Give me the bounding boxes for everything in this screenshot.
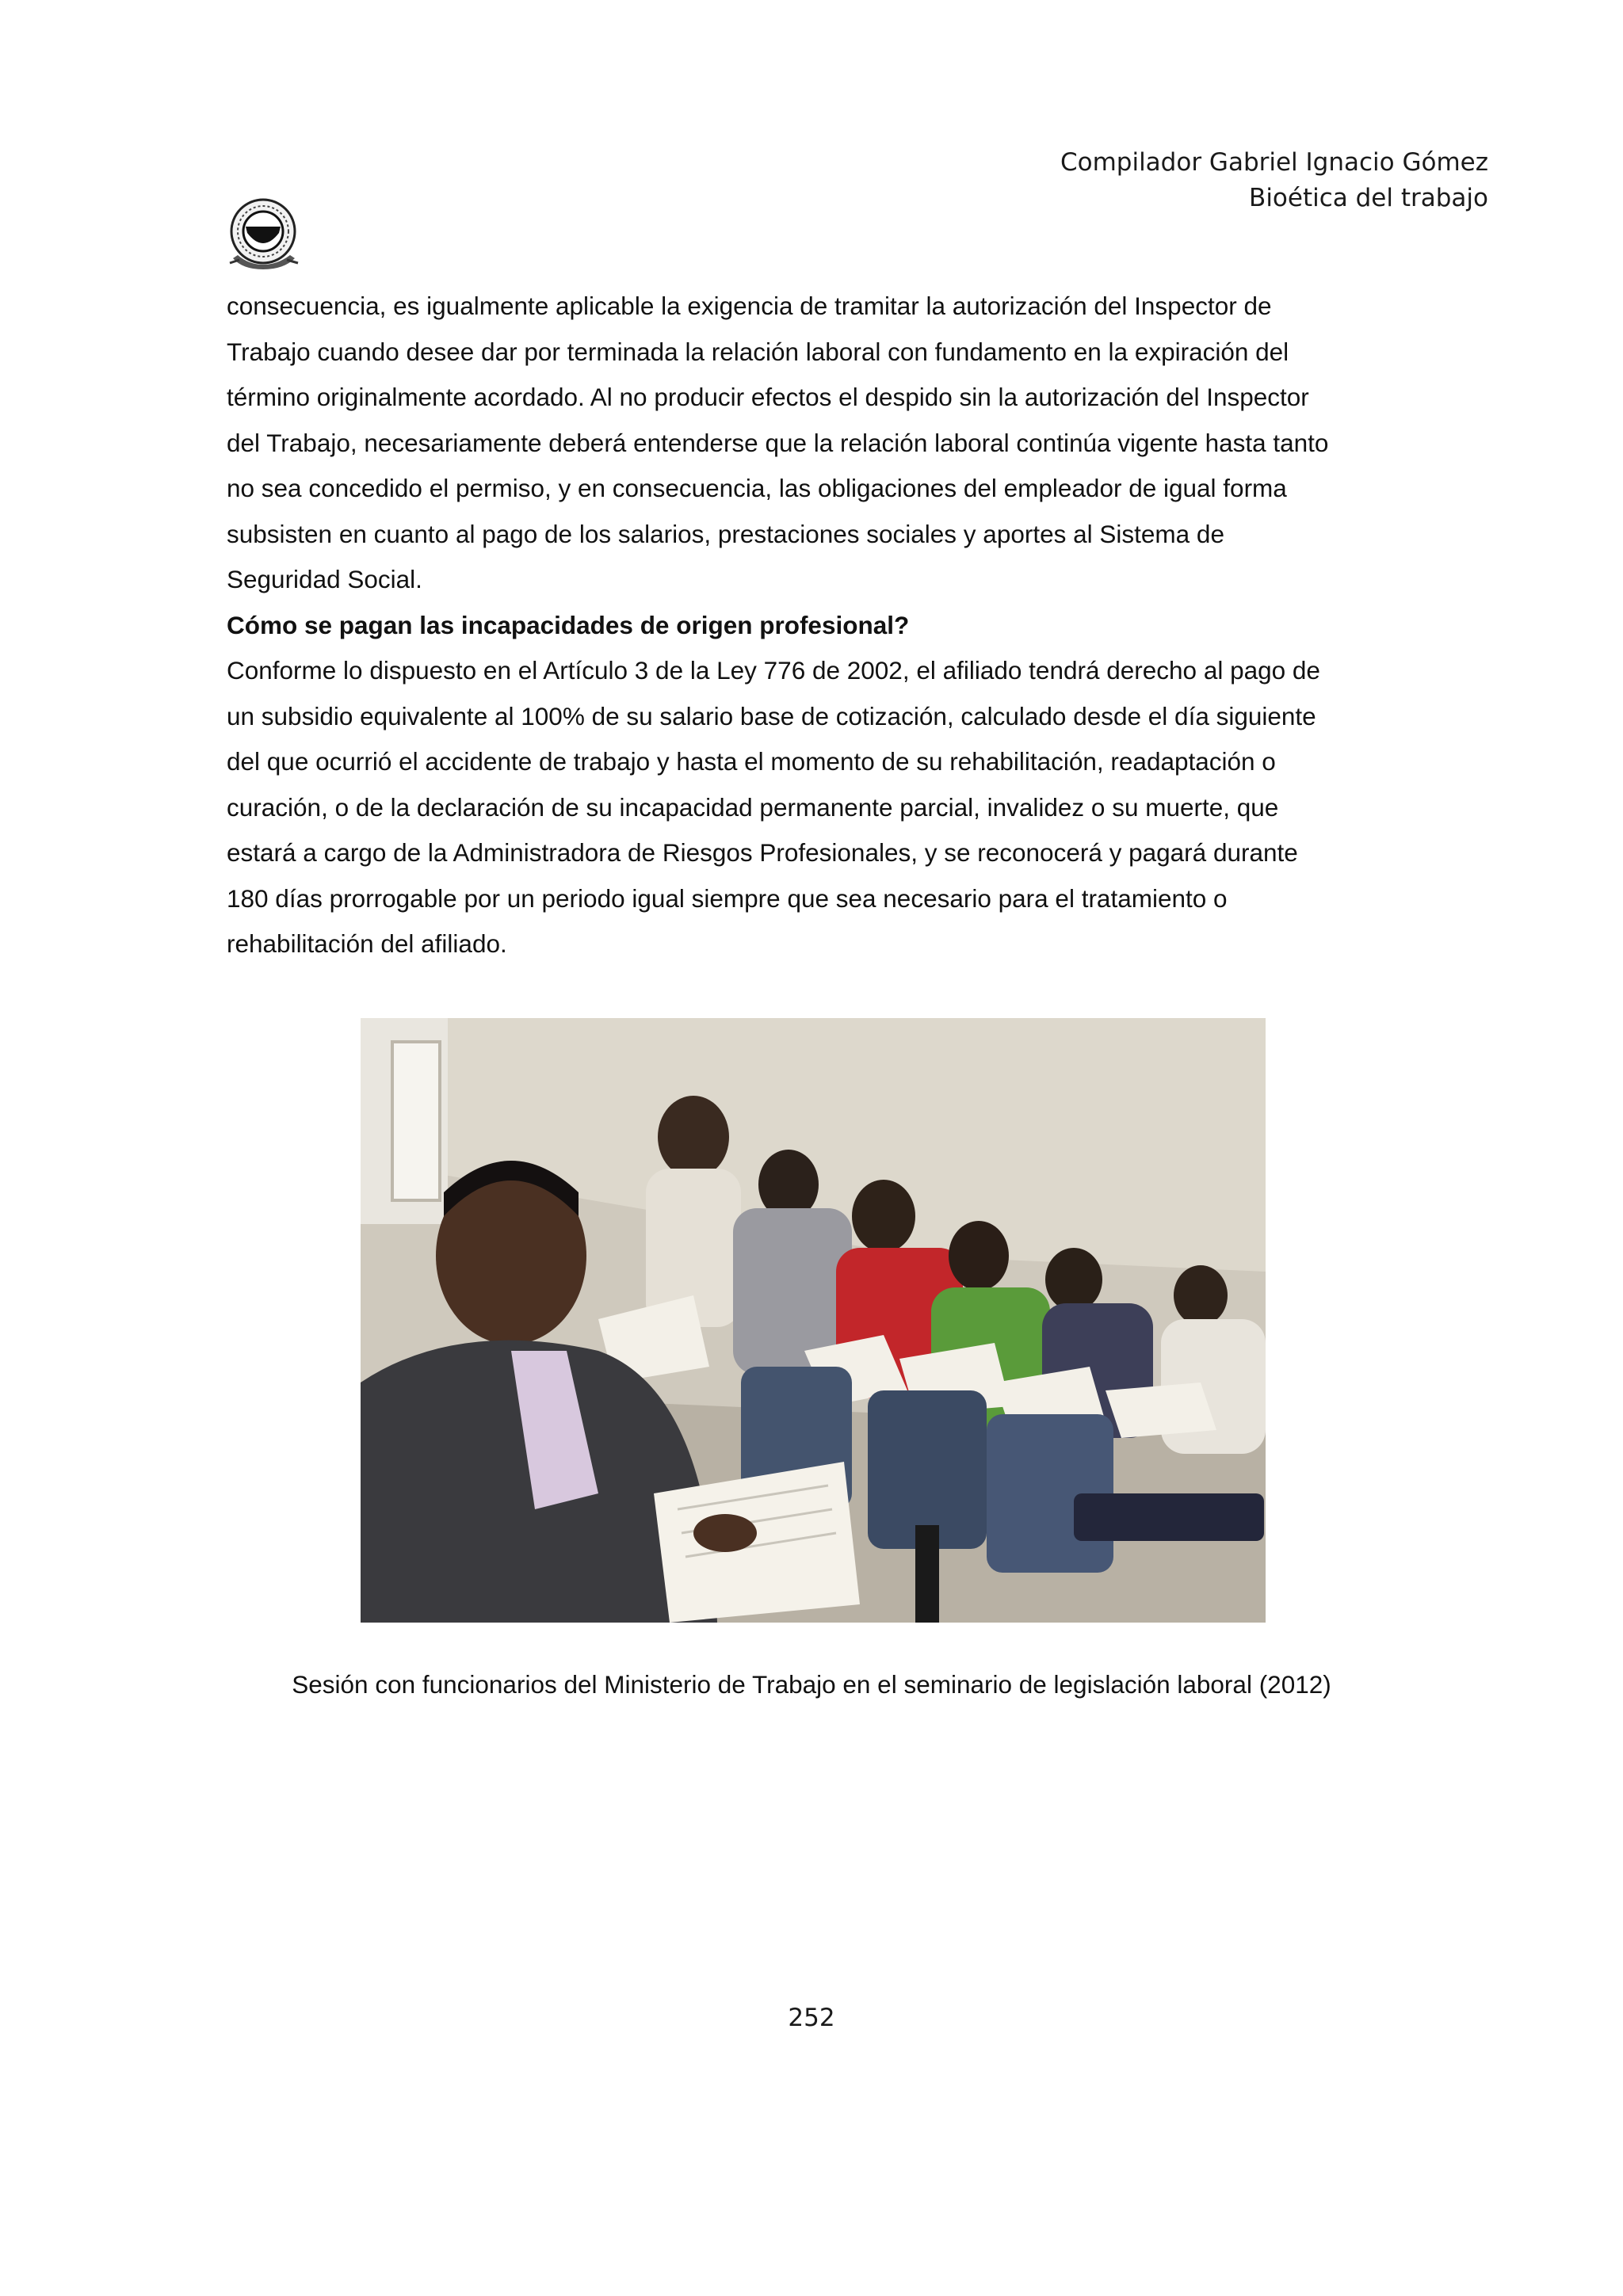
paragraph-line: no sea concedido el permiso, y en consecuencia, las obligaciones del empleador de igual forma	[227, 474, 1287, 502]
paragraph-line: término originalmente acordado. Al no producir efectos el despido sin la autorización del Inspector	[227, 383, 1309, 411]
paragraph-line: rehabilitación del afiliado.	[227, 929, 507, 958]
seminar-photo	[361, 1018, 1266, 1623]
header-compiler: Compilador Gabriel Ignacio Gómez	[1060, 148, 1488, 177]
figure-caption: Sesión con funcionarios del Ministerio de Trabajo en el seminario de legislación laboral (2012)	[292, 1670, 1331, 1699]
body-text	[227, 284, 1415, 967]
paragraph-line: consecuencia, es igualmente aplicable la exigencia de tramitar la autorización del Inspector de	[227, 292, 1272, 320]
paragraph-line: curación, o de la declaración de su incapacidad permanente parcial, invalidez o su muerte, que	[227, 792, 1279, 822]
university-seal-icon	[227, 196, 303, 276]
paragraph-line: del Trabajo, necesariamente deberá entenderse que la relación laboral continúa vigente hasta tanto	[227, 428, 1329, 457]
paragraph-line: del que ocurrió el accidente de trabajo y hasta el momento de su rehabilitación, readaptación o	[227, 747, 1276, 776]
paragraph-line: 180 días prorrogable por un periodo igual siempre que sea necesario para el tratamiento o	[227, 883, 1228, 913]
paragraph-line: Seguridad Social.	[227, 565, 422, 593]
running-header	[1060, 145, 1488, 216]
paragraph-line: subsisten en cuanto al pago de los salarios, prestaciones sociales y aportes al Sistema de	[227, 519, 1224, 548]
header-book-title: Bioética del trabajo	[1249, 184, 1488, 212]
paragraph-line: Trabajo cuando desee dar por terminada la relación laboral con fundamento en la expiración del	[227, 337, 1289, 366]
paragraph-line: Conforme lo dispuesto en el Artículo 3 de la Ley 776 de 2002, el afiliado tendrá derecho al pago de	[227, 656, 1320, 685]
section-heading: Cómo se pagan las incapacidades de origen profesional?	[227, 610, 910, 639]
paragraph-line: estará a cargo de la Administradora de Riesgos Profesionales, y se reconocerá y pagará durante	[227, 838, 1298, 867]
page-number: 252	[788, 2004, 835, 2032]
paragraph-line: un subsidio equivalente al 100% de su salario base de cotización, calculado desde el día siguiente	[227, 701, 1316, 730]
